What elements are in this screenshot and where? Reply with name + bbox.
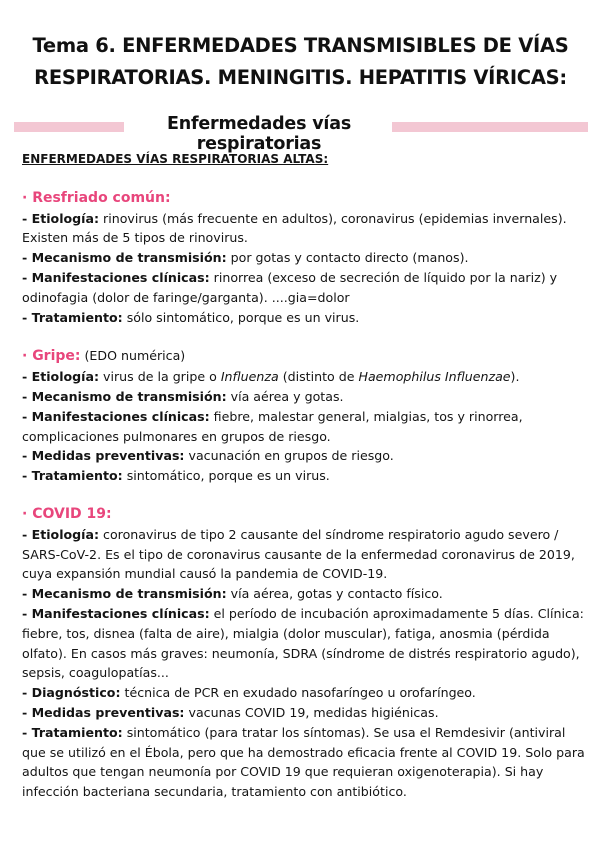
text: vacunación en grupos de riesgo. xyxy=(184,448,394,464)
text: virus de la gripe o xyxy=(99,369,221,385)
gripe-manifestaciones xyxy=(22,407,592,447)
label: - Mecanismo de transmisión: xyxy=(22,586,227,602)
resfriado-etiologia xyxy=(22,209,592,249)
label: - Tratamiento: xyxy=(22,468,123,484)
italic-term: Haemophilus Influenzae xyxy=(358,369,511,385)
label: - Etiología: xyxy=(22,369,100,385)
gripe-note: (EDO numérica) xyxy=(84,348,186,364)
italic-term: Influenza xyxy=(220,369,279,385)
text: rinovirus (más frecuente en adultos), coronavirus (epidemias invernales). Existen más de 5 tipos de rinovirus. xyxy=(22,210,567,246)
label: - Medidas preventivas: xyxy=(22,704,185,720)
gripe-tratamiento xyxy=(22,466,592,486)
band-right-decoration xyxy=(392,122,588,132)
text: vía aérea y gotas. xyxy=(226,388,344,404)
document-body xyxy=(22,150,592,802)
label: - Etiología: xyxy=(22,210,100,226)
label: - Mecanismo de transmisión: xyxy=(22,388,227,404)
text: fiebre, malestar general, mialgias, tos y rinorrea, complicaciones pulmonares en grupos de riesgo. xyxy=(22,408,523,444)
text: vacunas COVID 19, medidas higiénicas. xyxy=(184,704,439,720)
band-left-decoration xyxy=(14,122,124,132)
label: - Etiología: xyxy=(22,526,100,542)
section-subtitle: Enfermedades vías respiratorias xyxy=(166,114,352,154)
gripe-medidas xyxy=(22,446,592,466)
resfriado-title: · Resfriado común: xyxy=(22,189,171,206)
covid-diagnostico xyxy=(22,683,592,703)
label: - Diagnóstico: xyxy=(22,685,121,701)
text: técnica de PCR en exudado nasofaríngeo u orofaríngeo. xyxy=(120,685,476,701)
text: (distinto de xyxy=(278,369,359,385)
covid-title: · COVID 19: xyxy=(22,505,112,522)
text: vía aérea, gotas y contacto físico. xyxy=(226,586,443,602)
gripe-mecanismo xyxy=(22,387,592,407)
resfriado-tratamiento xyxy=(22,308,592,328)
label: - Tratamiento: xyxy=(22,724,123,740)
gripe-title: · Gripe: xyxy=(22,348,81,365)
covid-manifestaciones xyxy=(22,604,592,683)
resfriado-mecanismo xyxy=(22,248,592,268)
covid-medidas xyxy=(22,703,592,723)
text: rinorrea (exceso de secreción de líquido por la nariz) y odinofagia (dolor de faringe/garganta). ....gia=dolor xyxy=(22,269,558,305)
text: coronavirus de tipo 2 causante del síndrome respiratorio agudo severo / SARS-CoV-2. Es el tipo de coronavirus causante de la enfermedad coronavirus de 2019, cuya expansión mundial causó la pandemia de COVID-19. xyxy=(22,526,575,582)
resfriado-manifestaciones xyxy=(22,268,592,308)
text: sintomático, porque es un virus. xyxy=(122,468,330,484)
covid-mecanismo xyxy=(22,584,592,604)
label: - Medidas preventivas: xyxy=(22,448,185,464)
covid-etiologia xyxy=(22,525,592,584)
text: ). xyxy=(510,369,520,385)
text: por gotas y contacto directo (manos). xyxy=(226,250,469,266)
label: - Mecanismo de transmisión: xyxy=(22,250,227,266)
page-title-line-2: RESPIRATORIAS. MENINGITIS. HEPATITIS VÍRICAS: xyxy=(34,66,567,89)
covid-tratamiento xyxy=(22,723,592,802)
gripe-title-line xyxy=(22,346,592,367)
page-title-line-1: Tema 6. ENFERMEDADES TRANSMISIBLES DE VÍAS xyxy=(32,34,569,57)
text: el período de incubación aproximadamente 5 días. Clínica: fiebre, tos, disnea (falta de aire), mialgia (dolor muscular), fatiga, anosmia (pérdida olfato). En casos más graves: neumonía, SDRA (síndrome de distrés respiratorio agudo), sepsis, coagulopatías... xyxy=(22,605,584,681)
subtitle-band xyxy=(0,114,601,154)
label: - Manifestaciones clínicas: xyxy=(22,408,210,424)
gripe-etiologia xyxy=(22,367,592,387)
label: - Manifestaciones clínicas: xyxy=(22,269,210,285)
label: - Manifestaciones clínicas: xyxy=(22,605,210,621)
text: sintomático (para tratar los síntomas). Se usa el Remdesivir (antiviral que se utilizó en el Ébola, pero que ha demostrado eficacia frente al COVID 19. Solo para adultos que tengan neumonía por COVID 19 que requieran oxigenoterapia). Si hay infección bacteriana secundaria, tratamiento con antibiótico. xyxy=(22,724,585,800)
section-heading: ENFERMEDADES VÍAS RESPIRATORIAS ALTAS: xyxy=(22,152,329,166)
label: - Tratamiento: xyxy=(22,309,123,325)
text: sólo sintomático, porque es un virus. xyxy=(122,309,360,325)
